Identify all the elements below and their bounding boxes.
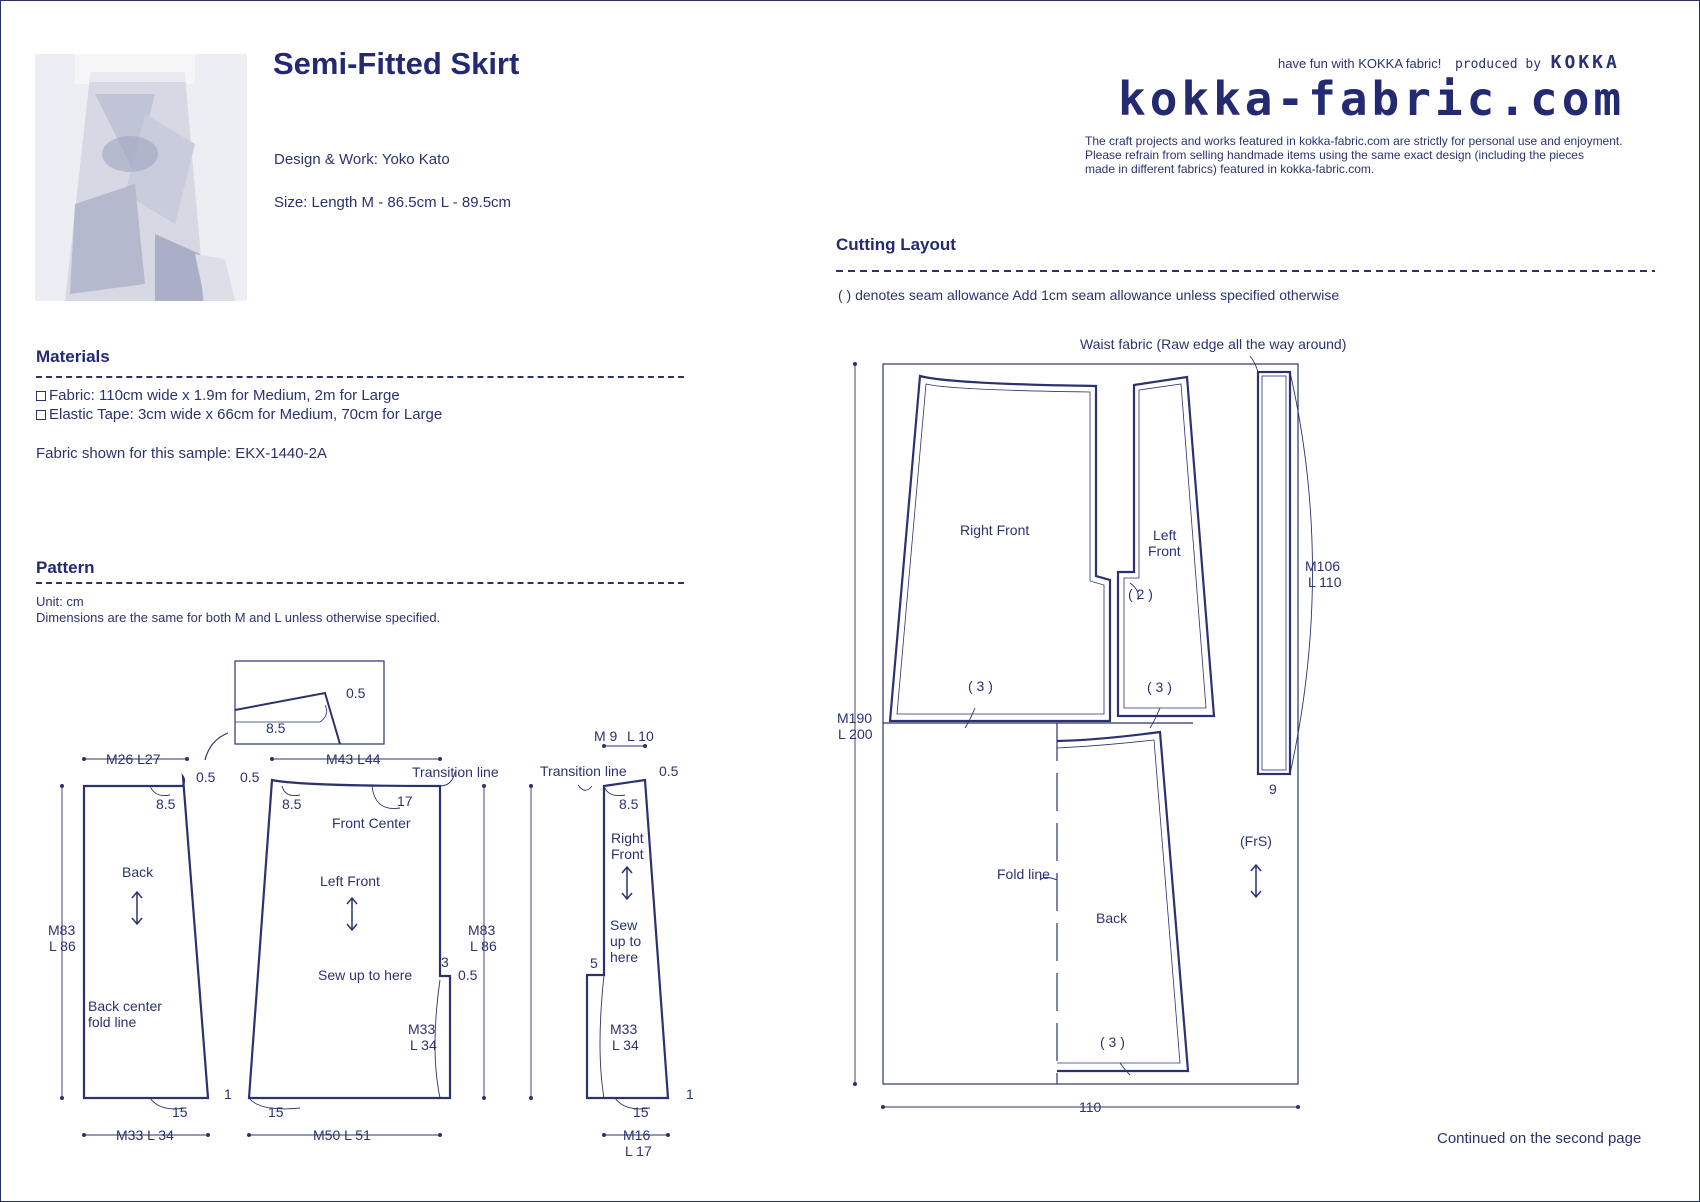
rf-l34: L 34 <box>612 1037 639 1053</box>
seam-allowance-3-right-front: ( 3 ) <box>968 678 993 694</box>
back-15: 15 <box>172 1104 188 1120</box>
produced-by: produced by <box>1454 57 1542 72</box>
design-credit: Design & Work: Yoko Kato <box>274 151 450 168</box>
waist-fabric-piece <box>1258 372 1290 774</box>
fabric-shown: Fabric shown for this sample: EKX-1440-2A <box>36 445 327 462</box>
disclaimer-line: made in different fabrics) featured in kokka-fabric.com. <box>1085 162 1375 176</box>
rf-sew-2: up to <box>610 933 642 949</box>
back-pattern-piece <box>84 777 208 1098</box>
fabric-m190: M190 <box>837 710 873 726</box>
continued-note: Continued on the second page <box>1437 1130 1642 1147</box>
front-bottom-dim: M50 L 51 <box>313 1127 371 1143</box>
fabric-outline <box>883 364 1298 1084</box>
seam-allowance-2: ( 2 ) <box>1128 586 1153 602</box>
waist-m106: M106 <box>1305 558 1341 574</box>
front-05: 0.5 <box>240 769 260 785</box>
pattern-note: Dimensions are the same for both M and L unless otherwise specified. <box>36 610 441 625</box>
front-15: 15 <box>268 1104 284 1120</box>
rf-top-dim-m: M 9 <box>594 728 618 744</box>
rf-top-dim-l: L 10 <box>627 728 654 744</box>
grainline-arrow-icon <box>622 867 632 899</box>
right-front-label-1: Right <box>611 830 644 846</box>
rf-bottom-dim-m: M16 <box>623 1127 651 1143</box>
company-name: KOKKA <box>1550 52 1620 73</box>
rf-5: 5 <box>590 955 598 971</box>
grainline-arrow-icon <box>132 892 142 924</box>
material-item-text: Elastic Tape: 3cm wide x 66cm for Medium, 70cm for Large <box>49 406 443 423</box>
rf-sew-1: Sew <box>610 917 638 933</box>
detail-85: 8.5 <box>266 720 286 736</box>
waist-9: 9 <box>1269 781 1277 797</box>
pattern-heading: Pattern <box>36 558 95 577</box>
pattern-labels <box>48 685 694 1159</box>
cut-left-front-label-2: Front <box>1148 543 1181 559</box>
back-05: 0.5 <box>196 769 216 785</box>
rf-05: 0.5 <box>659 763 679 779</box>
page-title: Semi-Fitted Skirt <box>273 46 520 81</box>
frs-label: (FrS) <box>1240 833 1272 849</box>
front-3: 3 <box>441 954 449 970</box>
dimension-lines <box>62 746 668 1135</box>
front-05b: 0.5 <box>458 967 478 983</box>
rf-sew-3: here <box>610 949 639 965</box>
back-fold-label-2: fold line <box>88 1014 137 1030</box>
back-1: 1 <box>224 1086 232 1102</box>
left-front-label: Left Front <box>320 873 380 889</box>
pattern-unit: Unit: cm <box>36 594 84 609</box>
rf-bottom-dim-l: L 17 <box>625 1143 652 1159</box>
waist-l110: L 110 <box>1308 574 1342 590</box>
material-item-text: Fabric: 110cm wide x 1.9m for Medium, 2m for Large <box>49 387 400 404</box>
rf-15: 15 <box>633 1104 649 1120</box>
cutting-heading: Cutting Layout <box>836 235 956 254</box>
site-logo: kokka-fabric.com <box>1118 72 1626 126</box>
right-front-label-2: Front <box>611 846 644 862</box>
size-info: Size: Length M - 86.5cm L - 89.5cm <box>274 194 512 211</box>
seam-allowance-3-back: ( 3 ) <box>1100 1034 1125 1050</box>
back-m83: M83 <box>48 922 76 938</box>
front-85: 8.5 <box>282 796 302 812</box>
dimension-dots <box>60 744 670 1137</box>
front-m83: M83 <box>468 922 496 938</box>
transition-line-right: Transition line <box>540 763 627 779</box>
sew-up-label: Sew up to here <box>318 967 413 983</box>
materials-heading: Materials <box>36 347 110 366</box>
transition-line-left: Transition line <box>412 764 499 780</box>
front-m33: M33 <box>408 1021 436 1037</box>
grainline-arrow-icon <box>347 898 357 930</box>
grainline-arrows <box>132 867 632 930</box>
cut-right-front-label: Right Front <box>960 522 1030 538</box>
back-bottom-dim: M33 L 34 <box>116 1127 174 1143</box>
fold-line-label: Fold line <box>997 866 1050 882</box>
front-l86: L 86 <box>470 938 497 954</box>
grainline-arrow-icon <box>1251 865 1261 897</box>
rf-m33: M33 <box>610 1021 638 1037</box>
disclaimer-line: Please refrain from selling handmade items using the same exact design (including the pieces <box>1085 148 1584 162</box>
back-label: Back <box>122 864 154 880</box>
fabric-width-label: 110 <box>1079 1099 1102 1115</box>
cut-left-front-label-1: Left <box>1153 527 1177 543</box>
cut-back-label: Back <box>1096 910 1128 926</box>
right-front-layout-piece <box>890 376 1110 721</box>
front-center-label: Front Center <box>332 815 411 831</box>
back-l86: L 86 <box>49 938 76 954</box>
front-top-dim: M43 L44 <box>326 751 381 767</box>
front-l34: L 34 <box>410 1037 437 1053</box>
cutting-labels <box>837 336 1641 1147</box>
back-layout-piece <box>1057 732 1188 1071</box>
brand-tagline: have fun with KOKKA fabric! <box>1278 56 1442 71</box>
rf-1: 1 <box>686 1086 694 1102</box>
back-top-dim: M26 L27 <box>106 751 161 767</box>
detail-05: 0.5 <box>346 685 366 701</box>
back-85: 8.5 <box>156 796 176 812</box>
cutting-layout-diagram <box>855 356 1313 1107</box>
waist-fabric-label: Waist fabric (Raw edge all the way around) <box>1080 336 1347 352</box>
fabric-l200: L 200 <box>838 726 873 742</box>
back-fold-label-1: Back center <box>88 998 162 1014</box>
cutting-dimension-dots <box>853 362 1300 1109</box>
disclaimer-line: The craft projects and works featured in kokka-fabric.com are strictly for personal use and enjoyment. <box>1085 134 1623 148</box>
detail-inset <box>205 661 384 760</box>
front-17: 17 <box>397 793 413 809</box>
seam-allowance-3-left-front: ( 3 ) <box>1147 679 1172 695</box>
cutting-note: ( ) denotes seam allowance Add 1cm seam allowance unless specified otherwise <box>838 287 1340 303</box>
rf-85: 8.5 <box>619 796 639 812</box>
